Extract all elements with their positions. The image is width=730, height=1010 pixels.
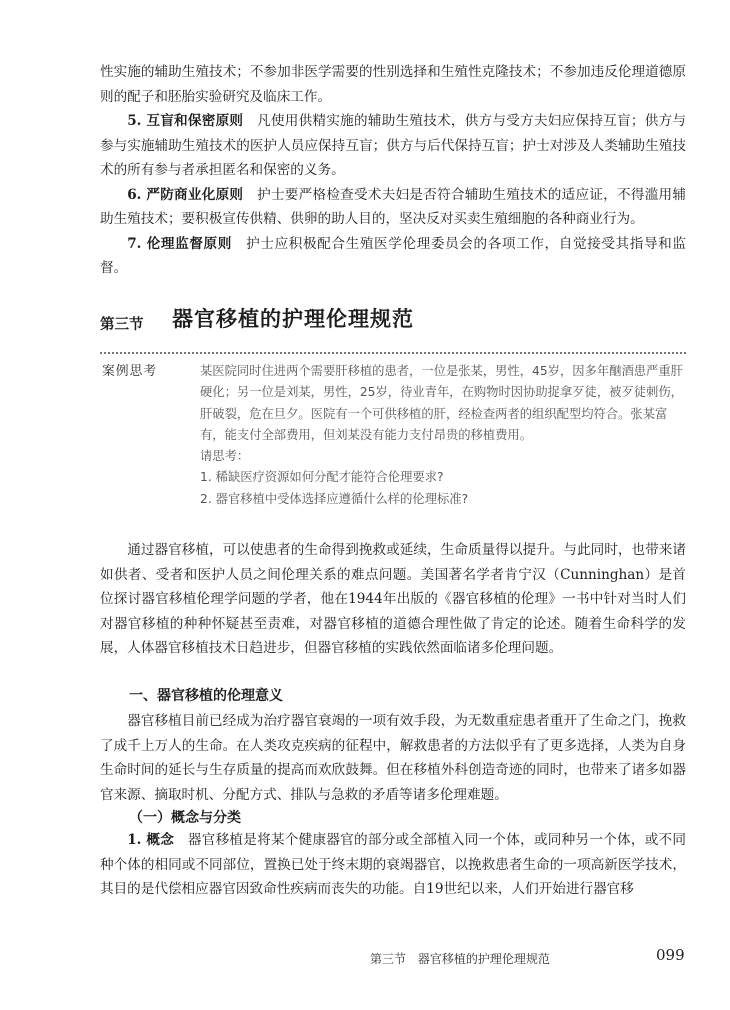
case-study-prompt: 请思考： <box>200 449 250 464</box>
running-footer <box>370 950 558 967</box>
concept-text: 器官移植是将某个健康器官的部分或全部植入同一个体，或同种另一个体，或不同种个体的相同或不同部位，置换已处于终末期的衰竭器官，以挽救患者生命的一项高新医学技术，其目的是代偿相应器官因致命性疾病而丧失的功能。自19世纪以来，人们开始进行器官移 <box>100 832 686 897</box>
subsection-heading: （一）概念与分类 <box>129 810 241 826</box>
principle-text: 凡使用供精实施的辅助生殖技术，供方与受方夫妇应保持互盲；供方与参与实施辅助生殖技术的医护人员应保持互盲；供方与后代保持互盲；护士对涉及人类辅助生殖技术的所有参与者承担匿名和保密的义务。 <box>100 113 686 178</box>
subsection-body <box>100 828 686 902</box>
dotted-divider <box>100 352 686 354</box>
case-study-question: 1. 稀缺医疗资源如何分配才能符合伦理要求? <box>200 470 444 485</box>
section-title: 器官移植的护理伦理规范 <box>172 306 414 331</box>
concept-paragraph <box>100 828 686 902</box>
subsection-body <box>100 709 686 807</box>
intro-paragraph-block <box>100 538 686 661</box>
intro-paragraph: 通过器官移植，可以使患者的生命得到挽救或延续，生命质量得以提升。与此同时，也带来诸如供者、受者和医护人员之间伦理关系的难点问题。美国著名学者肯宁汉（Cunninghan）是首位探讨器官移植伦理学问题的学者，他在1944年出版的《器官移植的伦理》一书中针对当时人们对器官移植的种种怀疑甚至责难，对器官移植的道德合理性做了肯定的论述。随着生命科学的发展，人体器官移植技术日趋进步，但器官移植的实践依然面临诸多伦理问题。 <box>100 542 686 656</box>
paragraph-ethics-supervision <box>100 232 686 281</box>
principle-label: 7. 伦理监督原则 <box>127 235 232 252</box>
subsection-heading: 一、器官移植的伦理意义 <box>129 688 283 704</box>
case-study-question: 2. 器官移植中受体选择应遵循什么样的伦理标准? <box>200 491 469 506</box>
principle-text: 护士要严格检查受术夫妇是否符合辅助生殖技术的适应证，不得滥用辅助生殖技术；要积极宣传供精、供卵的助人目的，坚决反对买卖生殖细胞的各种商业行为。 <box>100 186 686 227</box>
subsection-paragraph: 器官移植目前已经成为治疗器官衰竭的一项有效手段，为无数重症患者重开了生命之门，挽救了成千上万人的生命。在人类攻克疾病的征程中，解救患者的方法似乎有了更多选择，人类为自身生命时间的延长与生存质量的提高而欢欣鼓舞。但在移植外科创造奇迹的同时，也带来了诸多如器官来源、摘取时机、分配方式、排队与急救的矛盾等诸多伦理难题。 <box>100 713 686 803</box>
case-study-text: 某医院同时住进两个需要肝移植的患者，一位是张某，男性，45岁，因多年酗酒患严重肝硬化；另一位是刘某，男性，25岁，待业青年，在购物时因协助捉拿歹徒，被歹徒刺伤，肝破裂，危在旦夕。医院有一个可供移植的肝，经检查两者的组织配型均符合。张某富有，能支付全部费用，但刘某没有能力支付昂贵的移植费用。 <box>200 364 683 442</box>
concept-label: 1. 概念 <box>127 832 175 848</box>
footer-title: 器官移植的护理伦理规范 <box>417 952 550 966</box>
page-number: 099 <box>656 946 685 964</box>
principle-text: 护士应积极配合生殖医学伦理委员会的各项工作，自觉接受其指导和监督。 <box>100 235 686 276</box>
section-heading <box>100 303 690 339</box>
paragraph-continuation: 性实施的辅助生殖技术；不参加非医学需要的性别选择和生殖性克隆技术；不参加违反伦理道德原则的配子和胚胎实验研究及临床工作。 <box>100 64 686 105</box>
top-paragraphs <box>100 60 686 281</box>
principle-label: 5. 互盲和保密原则 <box>127 113 244 129</box>
section-number: 第三节 <box>100 316 144 333</box>
case-study-content <box>200 361 688 510</box>
case-study-label: 案例思考 <box>102 364 158 379</box>
paragraph-anti-commercialization <box>100 183 686 232</box>
paragraph-mutual-blindness <box>100 109 686 183</box>
footer-section: 第三节 <box>370 952 407 966</box>
principle-label: 6. 严防商业化原则 <box>127 186 244 203</box>
